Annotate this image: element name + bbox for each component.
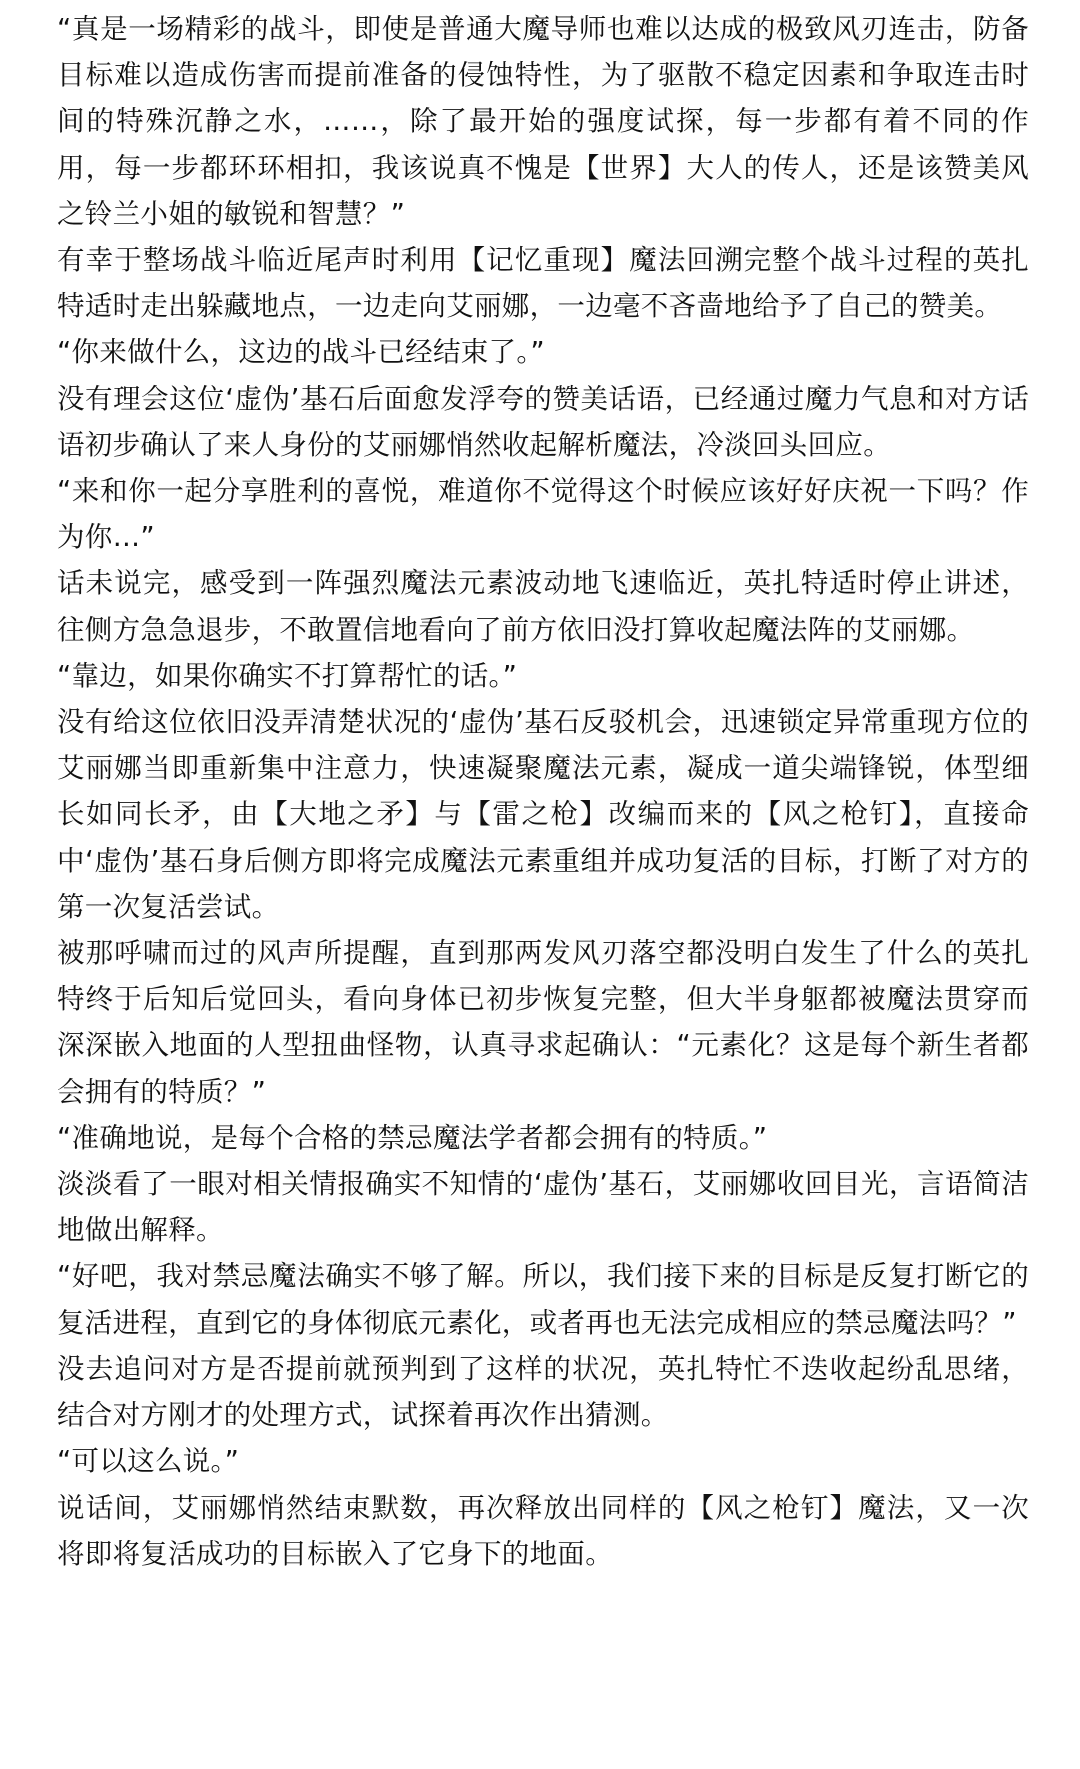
paragraph-8: 没有给这位依旧没弄清楚状况的‘虚伪’基石反驳机会，迅速锁定异常重现方位的艾丽娜当即重新集中注意力，快速凝聚魔法元素，凝成一道尖端锋锐，体型细长如同长矛，由【大地之矛】与【雷之枪】改编而来的【风之枪钉】，直接命中‘虚伪’基石身后侧方即将完成魔法元素重组并成功复活的目标，打断了对方的第一次复活尝试。 xyxy=(57,706,1029,923)
paragraph-15: 说话间，艾丽娜悄然结束默数，再次释放出同样的【风之枪钉】魔法，又一次将即将复活成功的目标嵌入了它身下的地面。 xyxy=(57,1491,1029,1570)
paragraph-13: 没去追问对方是否提前就预判到了这样的状况，英扎特忙不迭收起纷乱思绪，结合对方刚才的处理方式，试探着再次作出猜测。 xyxy=(57,1352,1029,1432)
paragraph-2: 有幸于整场战斗临近尾声时利用【记忆重现】魔法回溯完整个战斗过程的英扎特适时走出躲藏地点，一边走向艾丽娜，一边毫不吝啬地给予了自己的赞美。 xyxy=(57,244,1029,323)
paragraph-12: “好吧，我对禁忌魔法确实不够了解。所以，我们接下来的目标是反复打断它的复活进程，直到它的身体彻底元素化，或者再也无法完成相应的禁忌魔法吗？” xyxy=(57,1260,1029,1339)
document-body xyxy=(57,0,1029,1577)
paragraph-9: 被那呼啸而过的风声所提醒，直到那两发风刃落空都没明白发生了什么的英扎特终于后知后觉回头，看向身体已初步恢复完整，但大半身躯都被魔法贯穿而深深嵌入地面的人型扭曲怪物，认真寻求起确认：“元素化？这是每个新生者都会拥有的特质？” xyxy=(57,937,1029,1108)
paragraph-5: “来和你一起分享胜利的喜悦，难道你不觉得这个时候应该好好庆祝一下吗？作为你…” xyxy=(57,475,1029,554)
paragraph-10: “准确地说，是每个合格的禁忌魔法学者都会拥有的特质。” xyxy=(57,1121,768,1154)
paragraph-6: 话未说完，感受到一阵强烈魔法元素波动地飞速临近，英扎特适时停止讲述，往侧方急急退步，不敢置信地看向了前方依旧没打算收起魔法阵的艾丽娜。 xyxy=(57,567,1029,646)
paragraph-4: 没有理会这位‘虚伪’基石后面愈发浮夸的赞美话语，已经通过魔力气息和对方话语初步确认了来人身份的艾丽娜悄然收起解析魔法，冷淡回头回应。 xyxy=(57,382,1029,461)
paragraph-3: “你来做什么，这边的战斗已经结束了。” xyxy=(57,336,545,369)
paragraph-7: “靠边，如果你确实不打算帮忙的话。” xyxy=(57,659,518,692)
paragraph-11: 淡淡看了一眼对相关情报确实不知情的‘虚伪’基石，艾丽娜收回目光，言语简洁地做出解释。 xyxy=(57,1168,1029,1247)
paragraph-1: “真是一场精彩的战斗，即使是普通大魔导师也难以达成的极致风刃连击，防备目标难以造成伤害而提前准备的侵蚀特性，为了驱散不稳定因素和争取连击时间的特殊沉静之水，……，除了最开始的强度试探，每一步都有着不同的作用，每一步都环环相扣，我该说真不愧是【世界】大人的传人，还是该赞美风之铃兰小姐的敏锐和智慧？” xyxy=(57,13,1029,230)
paragraph-14: “可以这么说。” xyxy=(57,1445,240,1478)
